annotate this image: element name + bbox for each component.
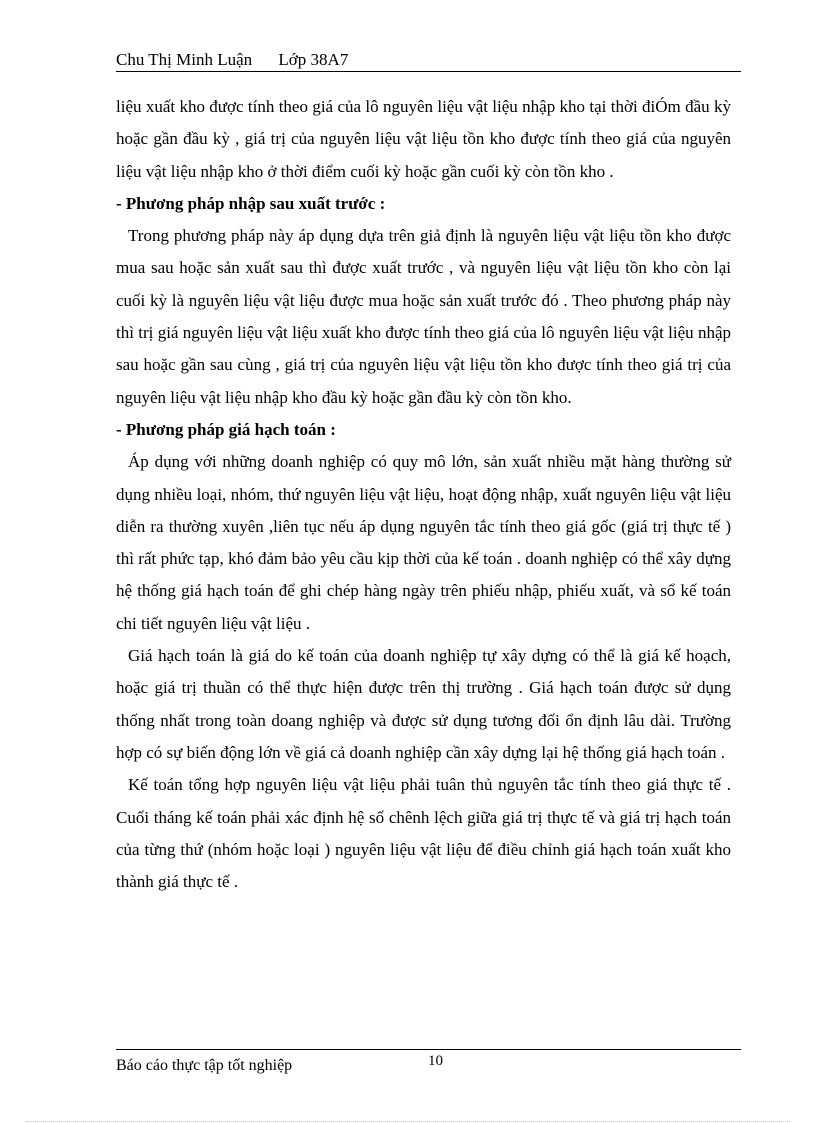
footer-divider bbox=[116, 1049, 741, 1050]
page-bottom-dotted-border bbox=[26, 1121, 790, 1122]
paragraph-1: liệu xuất kho được tính theo giá của lô nguyên liệu vật liệu nhập kho tại thời điÓm đầu kỳ hoặc gần đầu kỳ , giá trị của nguyên liệu vật liệu tồn kho được tính theo giá của nguyên liệu vật liệu nhập kho ở thời điểm cuối kỳ hoặc gần cuối kỳ còn tồn kho . bbox=[116, 97, 731, 181]
class-label: Lớp 38A7 bbox=[278, 50, 349, 69]
paragraph-3: Áp dụng với những doanh nghiệp có quy mô lớn, sản xuất nhiều mặt hàng thường sử dụng nhiều loại, nhóm, thứ nguyên liệu vật liệu, hoạt động nhập, xuất nguyên liệu vật liệu diễn ra thường xuyên ,liên tục nếu áp dụng nguyên tắc tính theo giá gốc (giá trị thực tế ) thì rất phức tạp, khó đảm bảo yêu cầu kịp thời của kế toán . doanh nghiệp có thể xây dựng hệ thống giá hạch toán để ghi chép hàng ngày trên phiếu nhập, phiếu xuất, và sổ kế toán chi tiết nguyên liệu vật liệu . bbox=[116, 452, 731, 633]
footer-report-title: Báo cáo thực tập tốt nghiệp bbox=[116, 1057, 293, 1074]
page-header bbox=[116, 50, 741, 70]
paragraph-4: Giá hạch toán là giá do kế toán của doanh nghiệp tự xây dựng có thể là giá kế hoạch, hoặc giá trị thuần có thể thực hiện được trên thị trường . Giá hạch toán được sử dụng thống nhất trong toàn doang nghiệp và được sử dụng tương đối ổn định lâu dài. Trường hợp có sự biến động lớn về giá cả doanh nghiệp cần xây dựng lại hệ thống giá hạch toán . bbox=[116, 646, 731, 762]
document-body bbox=[116, 91, 731, 898]
section-heading-accounting-price: - Phương pháp giá hạch toán : bbox=[116, 419, 336, 439]
paragraph-2: Trong phương pháp này áp dụng dựa trên giả định là nguyên liệu vật liệu tồn kho được mua sau hoặc sản xuất sau thì được xuất trước , và nguyên liệu vật liệu tồn kho còn lại cuối kỳ là nguyên liệu vật liệu được mua hoặc sản xuất trước đó . Theo phương pháp này thì trị giá nguyên liệu vật liệu xuất kho được tính theo giá của lô nguyên liệu vật liệu nhập sau hoặc gần sau cùng , giá trị của nguyên liệu vật liệu tồn kho được tính theo giá trị của nguyên liệu vật liệu nhập kho đầu kỳ hoặc gần đầu kỳ còn tồn kho. bbox=[116, 226, 731, 407]
author-name: Chu Thị Minh Luận bbox=[116, 50, 253, 69]
page-number: 10 bbox=[428, 1053, 443, 1069]
header-divider bbox=[116, 71, 741, 72]
paragraph-5: Kế toán tổng hợp nguyên liệu vật liệu phải tuân thủ nguyên tắc tính theo giá thực tế . Cuối tháng kế toán phải xác định hệ số chênh lệch giữa giá trị thực tế và giá trị hạch toán của từng thứ (nhóm hoặc loại ) nguyên liệu vật liệu để điều chỉnh giá hạch toán xuất kho thành giá thực tế . bbox=[116, 775, 731, 892]
section-heading-lifo: - Phương pháp nhập sau xuất trước : bbox=[116, 193, 386, 213]
